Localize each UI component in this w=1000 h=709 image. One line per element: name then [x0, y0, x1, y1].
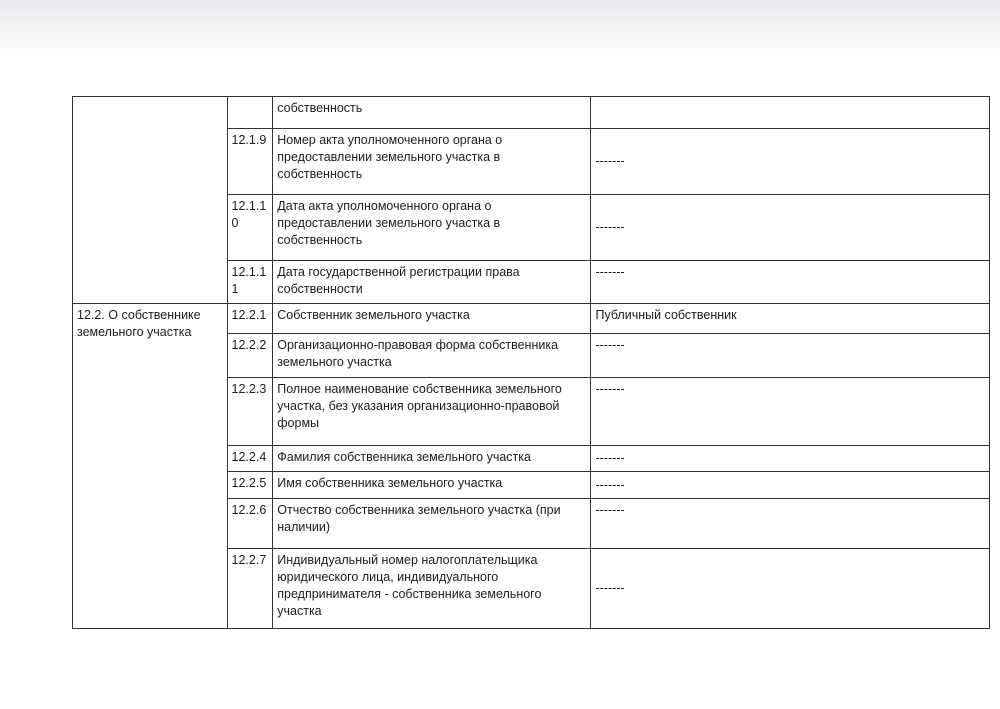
row-code: 12.2.3: [227, 378, 273, 446]
row-code: 12.2.1: [227, 304, 273, 334]
table-row: [73, 304, 990, 334]
row-field: Дата акта уполномоченного органа о предоставлении земельного участка в собственность: [273, 195, 591, 261]
row-value: -------: [591, 334, 990, 378]
row-value: -------: [591, 195, 990, 261]
row-field: Имя собственника земельного участка: [273, 472, 591, 499]
row-field: Фамилия собственника земельного участка: [273, 446, 591, 472]
row-field: Дата государственной регистрации права собственности: [273, 261, 591, 304]
row-field: Отчество собственника земельного участка (при наличии): [273, 499, 591, 549]
section-cell: [73, 97, 228, 304]
row-code: 12.2.6: [227, 499, 273, 549]
scan-background-shade: [0, 0, 1000, 60]
row-value: -------: [591, 499, 990, 549]
row-code: 12.2.7: [227, 549, 273, 629]
row-code: 12.1.9: [227, 129, 273, 195]
section-cell: 12.2. О собственнике земельного участка: [73, 304, 228, 629]
row-value: -------: [591, 261, 990, 304]
row-value: Публичный собственник: [591, 304, 990, 334]
land-plot-owner-table: [72, 96, 990, 629]
row-value: -------: [591, 446, 990, 472]
row-code: 12.2.2: [227, 334, 273, 378]
row-field: Собственник земельного участка: [273, 304, 591, 334]
row-field: Организационно-правовая форма собственника земельного участка: [273, 334, 591, 378]
row-code: 12.1.1 1: [227, 261, 273, 304]
row-value: -------: [591, 472, 990, 499]
row-field: собственность: [273, 97, 591, 129]
row-code: 12.1.1 0: [227, 195, 273, 261]
row-value: -------: [591, 378, 990, 446]
row-value: -------: [591, 129, 990, 195]
row-value: [591, 97, 990, 129]
row-value: -------: [591, 549, 990, 629]
table-row: [73, 97, 990, 129]
row-code: 12.2.4: [227, 446, 273, 472]
row-field: Полное наименование собственника земельного участка, без указания организационно-правовой формы: [273, 378, 591, 446]
row-code: [227, 97, 273, 129]
row-field: Номер акта уполномоченного органа о предоставлении земельного участка в собственность: [273, 129, 591, 195]
row-code: 12.2.5: [227, 472, 273, 499]
row-field: Индивидуальный номер налогоплательщика юридического лица, индивидуального предпринимателя - собственника земельного участка: [273, 549, 591, 629]
